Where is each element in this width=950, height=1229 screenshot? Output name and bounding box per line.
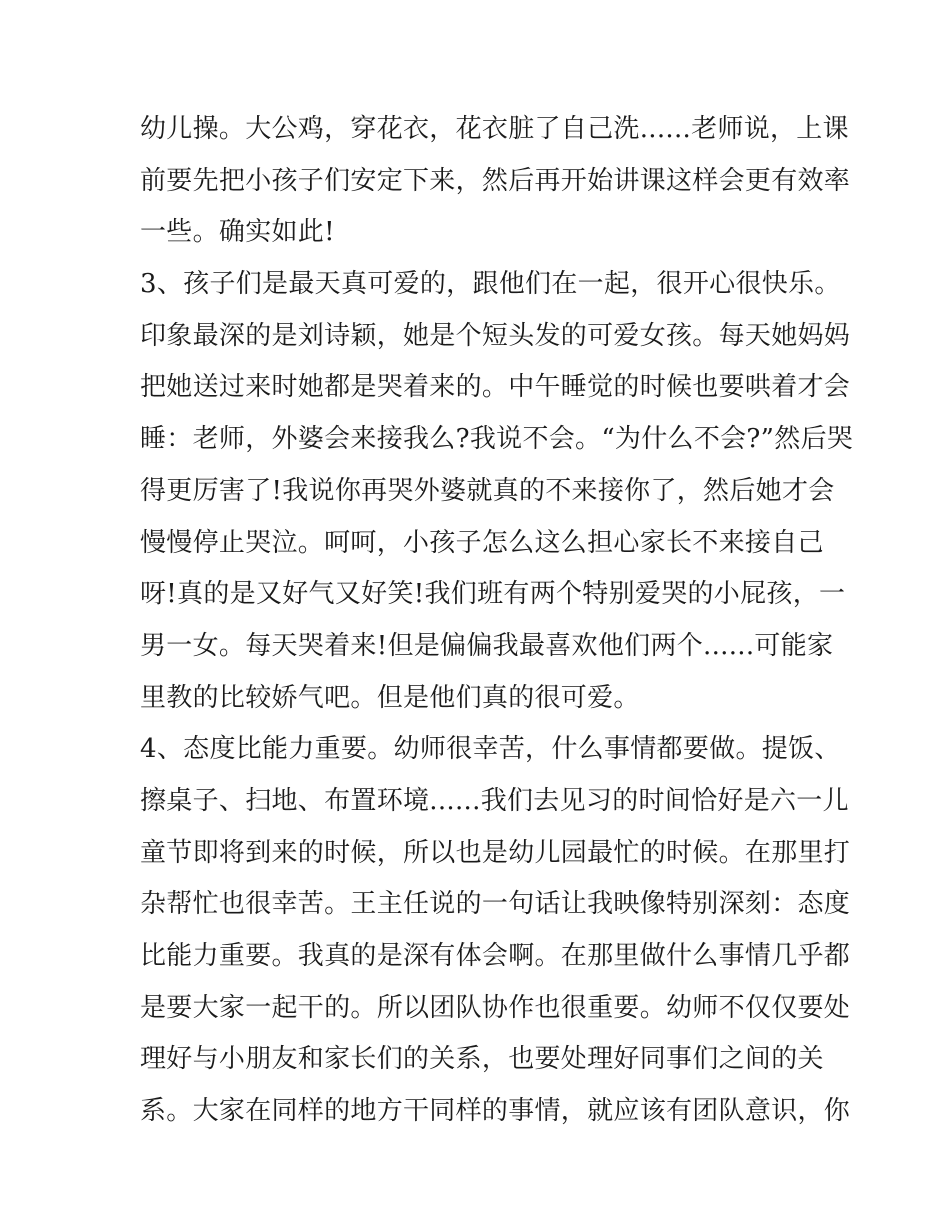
text-line: 童节即将到来的时候，所以也是幼儿园最忙的时候。在那里打 <box>140 837 851 868</box>
text-line: 男一女。每天哭着来!但是偏偏我最喜欢他们两个......可能家 <box>140 630 834 661</box>
text-line: 比能力重要。我真的是深有体会啊。在那里做什么事情几乎都 <box>140 941 851 971</box>
text-line: 杂帮忙也很幸苦。王主任说的一句话让我映像特别深刻：态度 <box>140 889 851 920</box>
text-line: 呀!真的是又好气又好笑!我们班有两个特别爱哭的小屁孩，一 <box>140 579 846 610</box>
text-line: 幼儿操。大公鸡，穿花衣，花衣脏了自己洗......老师说，上课 <box>140 114 849 144</box>
text-line: 是要大家一起干的。所以团队协作也很重要。幼师不仅仅要处 <box>140 992 851 1023</box>
text-line: 前要先把小孩子们安定下来，然后再开始讲课这样会更有效率 <box>140 165 851 196</box>
body-text <box>140 104 854 1138</box>
text-line: 系。大家在同样的地方干同样的事情，就应该有团队意识，你 <box>140 1096 851 1127</box>
text-line: 把她送过来时她都是哭着来的。中午睡觉的时候也要哄着才会 <box>140 372 851 403</box>
text-line: 擦桌子、扫地、布置环境......我们去见习的时间恰好是六一儿 <box>140 785 849 816</box>
text-line: 3、孩子们是最天真可爱的，跟他们在一起，很开心很快乐。 <box>140 269 841 300</box>
text-line: 一些。确实如此! <box>140 217 335 248</box>
text-line: 4、态度比能力重要。幼师很幸苦，什么事情都要做。提饭、 <box>140 734 841 765</box>
text-line: 慢慢停止哭泣。呵呵，小孩子怎么这么担心家长不来接自己 <box>140 527 824 558</box>
text-line: 印象最深的是刘诗颖，她是个短头发的可爱女孩。每天她妈妈 <box>140 320 851 351</box>
text-line: 得更厉害了!我说你再哭外婆就真的不来接你了，然后她才会 <box>140 475 835 506</box>
text-line: 睡：老师，外婆会来接我么?我说不会。“为什么不会?”然后哭 <box>140 424 854 455</box>
text-line: 里教的比较娇气吧。但是他们真的很可爱。 <box>140 682 640 713</box>
text-line: 理好与小朋友和家长们的关系，也要处理好同事们之间的关 <box>140 1044 824 1075</box>
